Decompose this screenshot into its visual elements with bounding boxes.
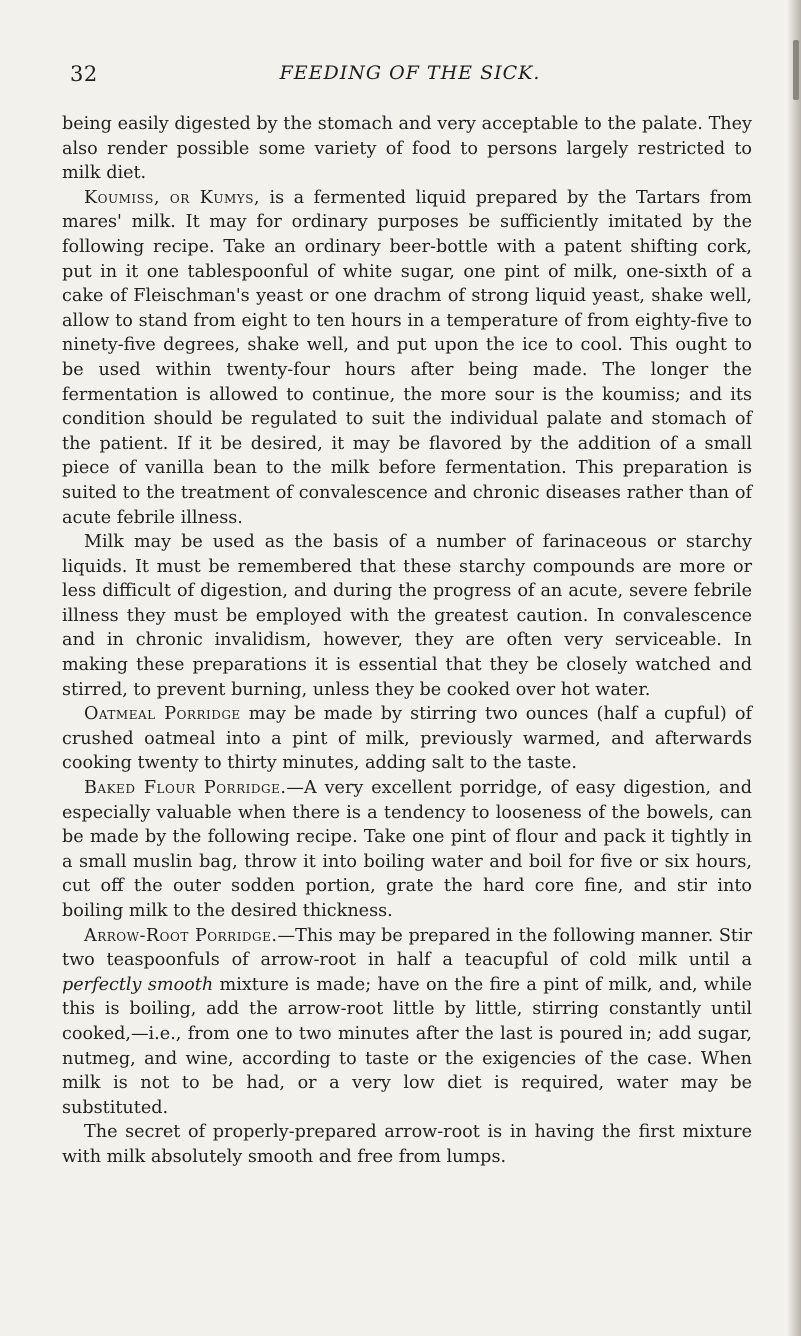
paragraph-text: being easily digested by the stomach and very acceptable to the palate. They also render possible some variety of food to persons largely restricted to milk diet. [62, 114, 752, 184]
paragraph-koumiss [62, 186, 752, 530]
paragraph-arrow-root-secret [62, 1120, 752, 1169]
binding-mark [793, 40, 799, 100]
section-lead: Baked Flour Porridge. [84, 778, 287, 799]
paragraph-text: is a fermented liquid prepared by the Tartars from mares' milk. It may for ordinary purposes be sufficiently imitated by the following recipe. Take an ordinary beer-bottle with a patent shifting cork, put in it one tablespoonful of white sugar, one pint of milk, one-sixth of a cake of Fleischman's yeast or one drachm of strong liquid yeast, shake well, allow to stand from eight to ten hours in a temperature of from eighty-five to ninety-five degrees, shake well, and put upon the ice to cool. This ought to be used within twenty-four hours after being made. The longer the fermentation is allowed to continue, the more sour is the koumiss; and its condition should be regulated to suit the individual palate and stomach of the patient. If it be desired, it may be flavored by the addition of a small piece of vanilla bean to the milk before fermentation. This preparation is suited to the treatment of convalescence and chronic diseases rather than of acute febrile illness. [62, 187, 752, 528]
section-lead: Koumiss, or Kumys, [84, 187, 261, 208]
page-spine-edge [787, 0, 801, 1336]
section-lead: Oatmeal Porridge [84, 704, 241, 725]
paragraph-text: Milk may be used as the basis of a number of farinaceous or starchy liquids. It must be remembered that these starchy compounds are more or less difficult of digestion, and during the progress of an acute, severe febrile illness they must be employed with the greatest caution. In convalescence and in chronic invalidism, however, they are often very serviceable. In making these preparations it is essential that they be closely watched and stirred, to prevent burning, unless they be cooked over hot water. [62, 532, 752, 700]
running-head: FEEDING OF THE SICK. [279, 62, 541, 84]
emphasis-text: perfectly smooth [62, 974, 214, 995]
page-number: 32 [70, 62, 98, 86]
body-text [62, 112, 752, 1170]
paragraph-oatmeal [62, 702, 752, 776]
paragraph-text: may be made by stirring two ounces (half a cupful) of crushed oatmeal into a pint of milk, previously warmed, and afterwards cooking twenty to thirty minutes, adding salt to the taste. [62, 704, 752, 774]
paragraph-continued [62, 112, 752, 186]
paragraph-text: mixture is made; have on the fire a pint of milk, and, while this is boiling, add the arrow-root little by little, stirring constantly until cooked,—i.e., from one to two minutes after the last is poured in; add sugar, nutmeg, and wine, according to taste or the exigencies of the case. When milk is not to be had, or a very low diet is required, water may be substituted. [62, 974, 752, 1118]
section-lead: Arrow-Root Porridge. [84, 925, 278, 946]
paragraph-text: The secret of properly-prepared arrow-root is in having the first mixture with milk absolutely smooth and free from lumps. [62, 1122, 752, 1167]
paragraph-farinaceous [62, 530, 752, 702]
page-header [70, 62, 750, 92]
paragraph-text: —This may be prepared in the following manner. Stir two teaspoonfuls of arrow-root in half a teacupful of cold milk until a [62, 925, 752, 971]
paragraph-text: —A very excellent porridge, of easy digestion, and especially valuable when there is a tendency to looseness of the bowels, can be made by the following recipe. Take one pint of flour and pack it tightly in a small muslin bag, throw it into boiling water and boil for five or six hours, cut off the outer sodden portion, grate the hard core fine, and stir into boiling milk to the desired thickness. [62, 778, 752, 921]
paragraph-arrow-root [62, 924, 752, 1121]
paragraph-baked-flour [62, 776, 752, 924]
